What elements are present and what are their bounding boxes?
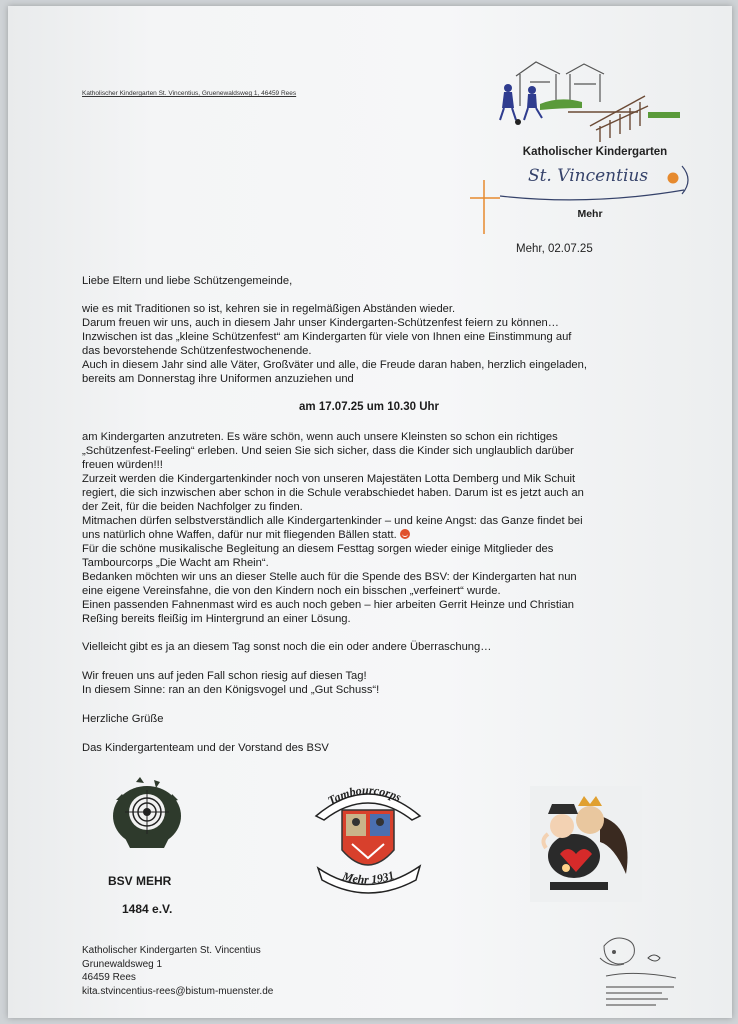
bsv-target-emblem-icon: [106, 776, 188, 852]
cross-icon: [470, 180, 500, 234]
text-line: Bedanken möchten wir uns an dieser Stelle auch für die Spende des BSV: der Kindergarten hat nun: [82, 571, 577, 583]
text-line: Inzwischen ist das „kleine Schützenfest“ am Kindergarten für viele von Ihnen eine Einstimmung auf: [82, 331, 572, 343]
signature: Das Kindergartenteam und der Vorstand des BSV: [82, 742, 329, 754]
text-line: „Schützenfest-Feeling“ erleben. Und seien Sie sich sicher, dass die Kinder sich unglaublich darüber: [82, 445, 574, 457]
text-line: Mitmachen dürfen selbstverständlich alle Kindergartenkinder – und keine Angst: das Ganze findet bei: [82, 515, 583, 527]
mascot-logo-icon: [530, 786, 642, 902]
footer-address: [82, 944, 273, 998]
bsv-year: 1484 e.V.: [122, 902, 173, 916]
text-line: wie es mit Traditionen so ist, kehren sie in regelmäßigen Abständen wieder.: [82, 303, 456, 315]
text-line: eine eigene Vereinsfahne, die von den Kindern noch ein bisschen „verfeinert“ wurde.: [82, 585, 501, 597]
text-line: das bevorstehende Schützenfestwochenende.: [82, 345, 312, 357]
letter-date: Mehr, 02.07.25: [516, 243, 593, 255]
text-line: Tambourcorps „Die Wacht am Rhein“.: [82, 557, 269, 569]
text-line: Einen passenden Fahnenmast wird es auch noch geben – hier arbeiten Gerrit Heinze und Christian: [82, 599, 574, 611]
footer-line: Grunewaldsweg 1: [82, 958, 163, 970]
greeting: Liebe Eltern und liebe Schützengemeinde,: [82, 275, 293, 287]
text-line: der Zeit, für die beiden Nachfolger zu finden.: [82, 501, 303, 513]
tambourcorps-top-text: Tambourcorps: [325, 782, 404, 808]
paragraph-2: [82, 430, 584, 626]
sender-address-line: Katholischer Kindergarten St. Vincentius, Gruenewaldsweg 1, 46459 Rees: [82, 90, 297, 97]
text-line: Zurzeit werden die Kindergartenkinder noch von unseren Majestäten Lotta Demberg und Mik Schuit: [82, 473, 576, 485]
bsv-name: BSV MEHR: [108, 874, 172, 888]
kindergarten-title: Katholischer Kindergarten: [522, 146, 668, 158]
text-line: freuen würden!!!: [82, 459, 163, 471]
text-line: bereits am Donnerstag ihre Uniformen anzuziehen und: [82, 373, 354, 385]
paragraph-4: [82, 669, 379, 697]
text-line: Wir freuen uns auf jeden Fall schon riesig auf diesen Tag!: [82, 670, 367, 682]
smiley-icon: [400, 529, 410, 539]
svg-text:Mehr 1931: [340, 868, 396, 887]
event-date-time: am 17.07.25 um 10.30 Uhr: [299, 401, 439, 413]
footer-email-link[interactable]: kita.stvincentius-rees@bistum-muenster.de: [82, 985, 274, 997]
tambourcorps-bottom-text: Mehr 1931: [340, 867, 397, 887]
text-line: am Kindergarten anzutreten. Es wäre schön, wenn auch unsere Kleinsten so schon ein richtiges: [82, 431, 558, 443]
text-line-with-emoji: [82, 528, 584, 542]
text-line: Reßing bereits fleißig im Hintergrund an einer Lösung.: [82, 613, 351, 625]
text-fragment: uns natürlich ohne Waffen, dafür nur mit fliegenden Bällen statt.: [82, 529, 397, 541]
closing: Herzliche Grüße: [82, 713, 164, 725]
verbund-logo-icon: [596, 930, 686, 1016]
footer-line: Katholischer Kindergarten St. Vincentius: [82, 945, 261, 956]
text-line: Darum freuen wir uns, auch in diesem Jahr unser Kindergarten-Schützenfest feiern zu können…: [82, 317, 559, 329]
footer-line: 46459 Rees: [82, 972, 136, 983]
text-line: In diesem Sinne: ran an den Königsvogel und „Gut Schuss“!: [82, 684, 380, 696]
kindergarten-name: St. Vincentius: [527, 166, 649, 186]
text-line: Für die schöne musikalische Begleitung an diesem Festtag sorgen wieder einige Mitglieder des: [82, 543, 554, 555]
paragraph-1: [82, 302, 587, 386]
paragraph-3: Vielleicht gibt es ja an diesem Tag sonst noch die ein oder andere Überraschung…: [82, 641, 492, 653]
tambourcorps-crest-icon: [312, 780, 424, 896]
kindergarten-place: Mehr: [577, 208, 603, 220]
text-line: Auch in diesem Jahr sind alle Väter, Großväter und alle, die Freude daran haben, herzlich eingeladen,: [82, 359, 587, 371]
text-line: regiert, die sich inzwischen aber schon in die Schule verabschiedet haben. Darum ist es jetzt auch an: [82, 487, 584, 499]
